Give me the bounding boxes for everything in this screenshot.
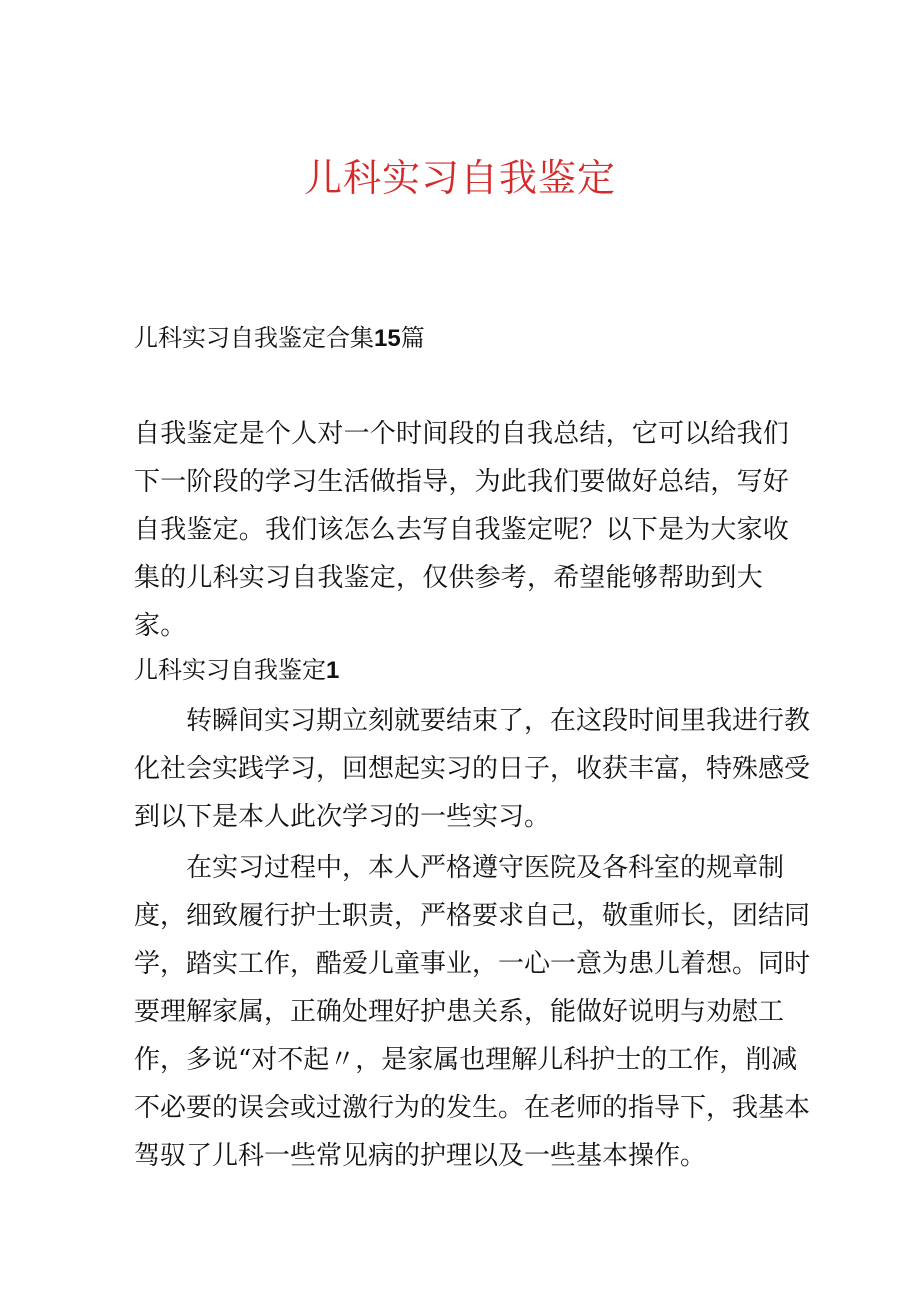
collection-subtitle <box>134 318 425 359</box>
section-1-heading-text: 儿科实习自我鉴定 <box>134 656 326 684</box>
section-1-paragraph-2: 在实习过程中，本人严格遵守医院及各科室的规章制度，细致履行护士职责，严格要求自己，敬重师长，团结同学，踏实工作，酷爱儿童事业，一心一意为患儿着想。同时要理解家属，正确处理好护患关系，能做好说明与劝慰工作，多说“对不起〃，是家属也理解儿科护士的工作，削减不必要的误会或过激行为的发生。在老师的指导下，我基本驾驭了儿科一些常见病的护理以及一些基本操作。 <box>134 853 811 1171</box>
subtitle-number: 15 <box>374 325 401 352</box>
document-title: 儿科实习自我鉴定 <box>303 156 616 200</box>
intro-paragraph: 自我鉴定是个人对一个时间段的自我总结，它可以给我们下一阶段的学习生活做指导，为此我们要做好总结，写好自我鉴定。我们该怎么去写自我鉴定呢？以下是为大家收集的儿科实习自我鉴定，仅供参考，希望能够帮助到大家。 <box>134 419 790 641</box>
section-1-body <box>134 697 814 1180</box>
section-1-paragraph-1: 转瞬间实习期立刻就要结束了，在这段时间里我进行教化社会实践学习，回想起实习的日子，收获丰富，特殊感受到以下是本人此次学习的一些实习。 <box>134 706 811 832</box>
section-1-heading-number: 1 <box>326 657 340 684</box>
section-1-heading <box>134 650 339 691</box>
subtitle-text: 儿科实习自我鉴定合集 <box>134 324 374 352</box>
subtitle-suffix: 篇 <box>400 324 425 352</box>
